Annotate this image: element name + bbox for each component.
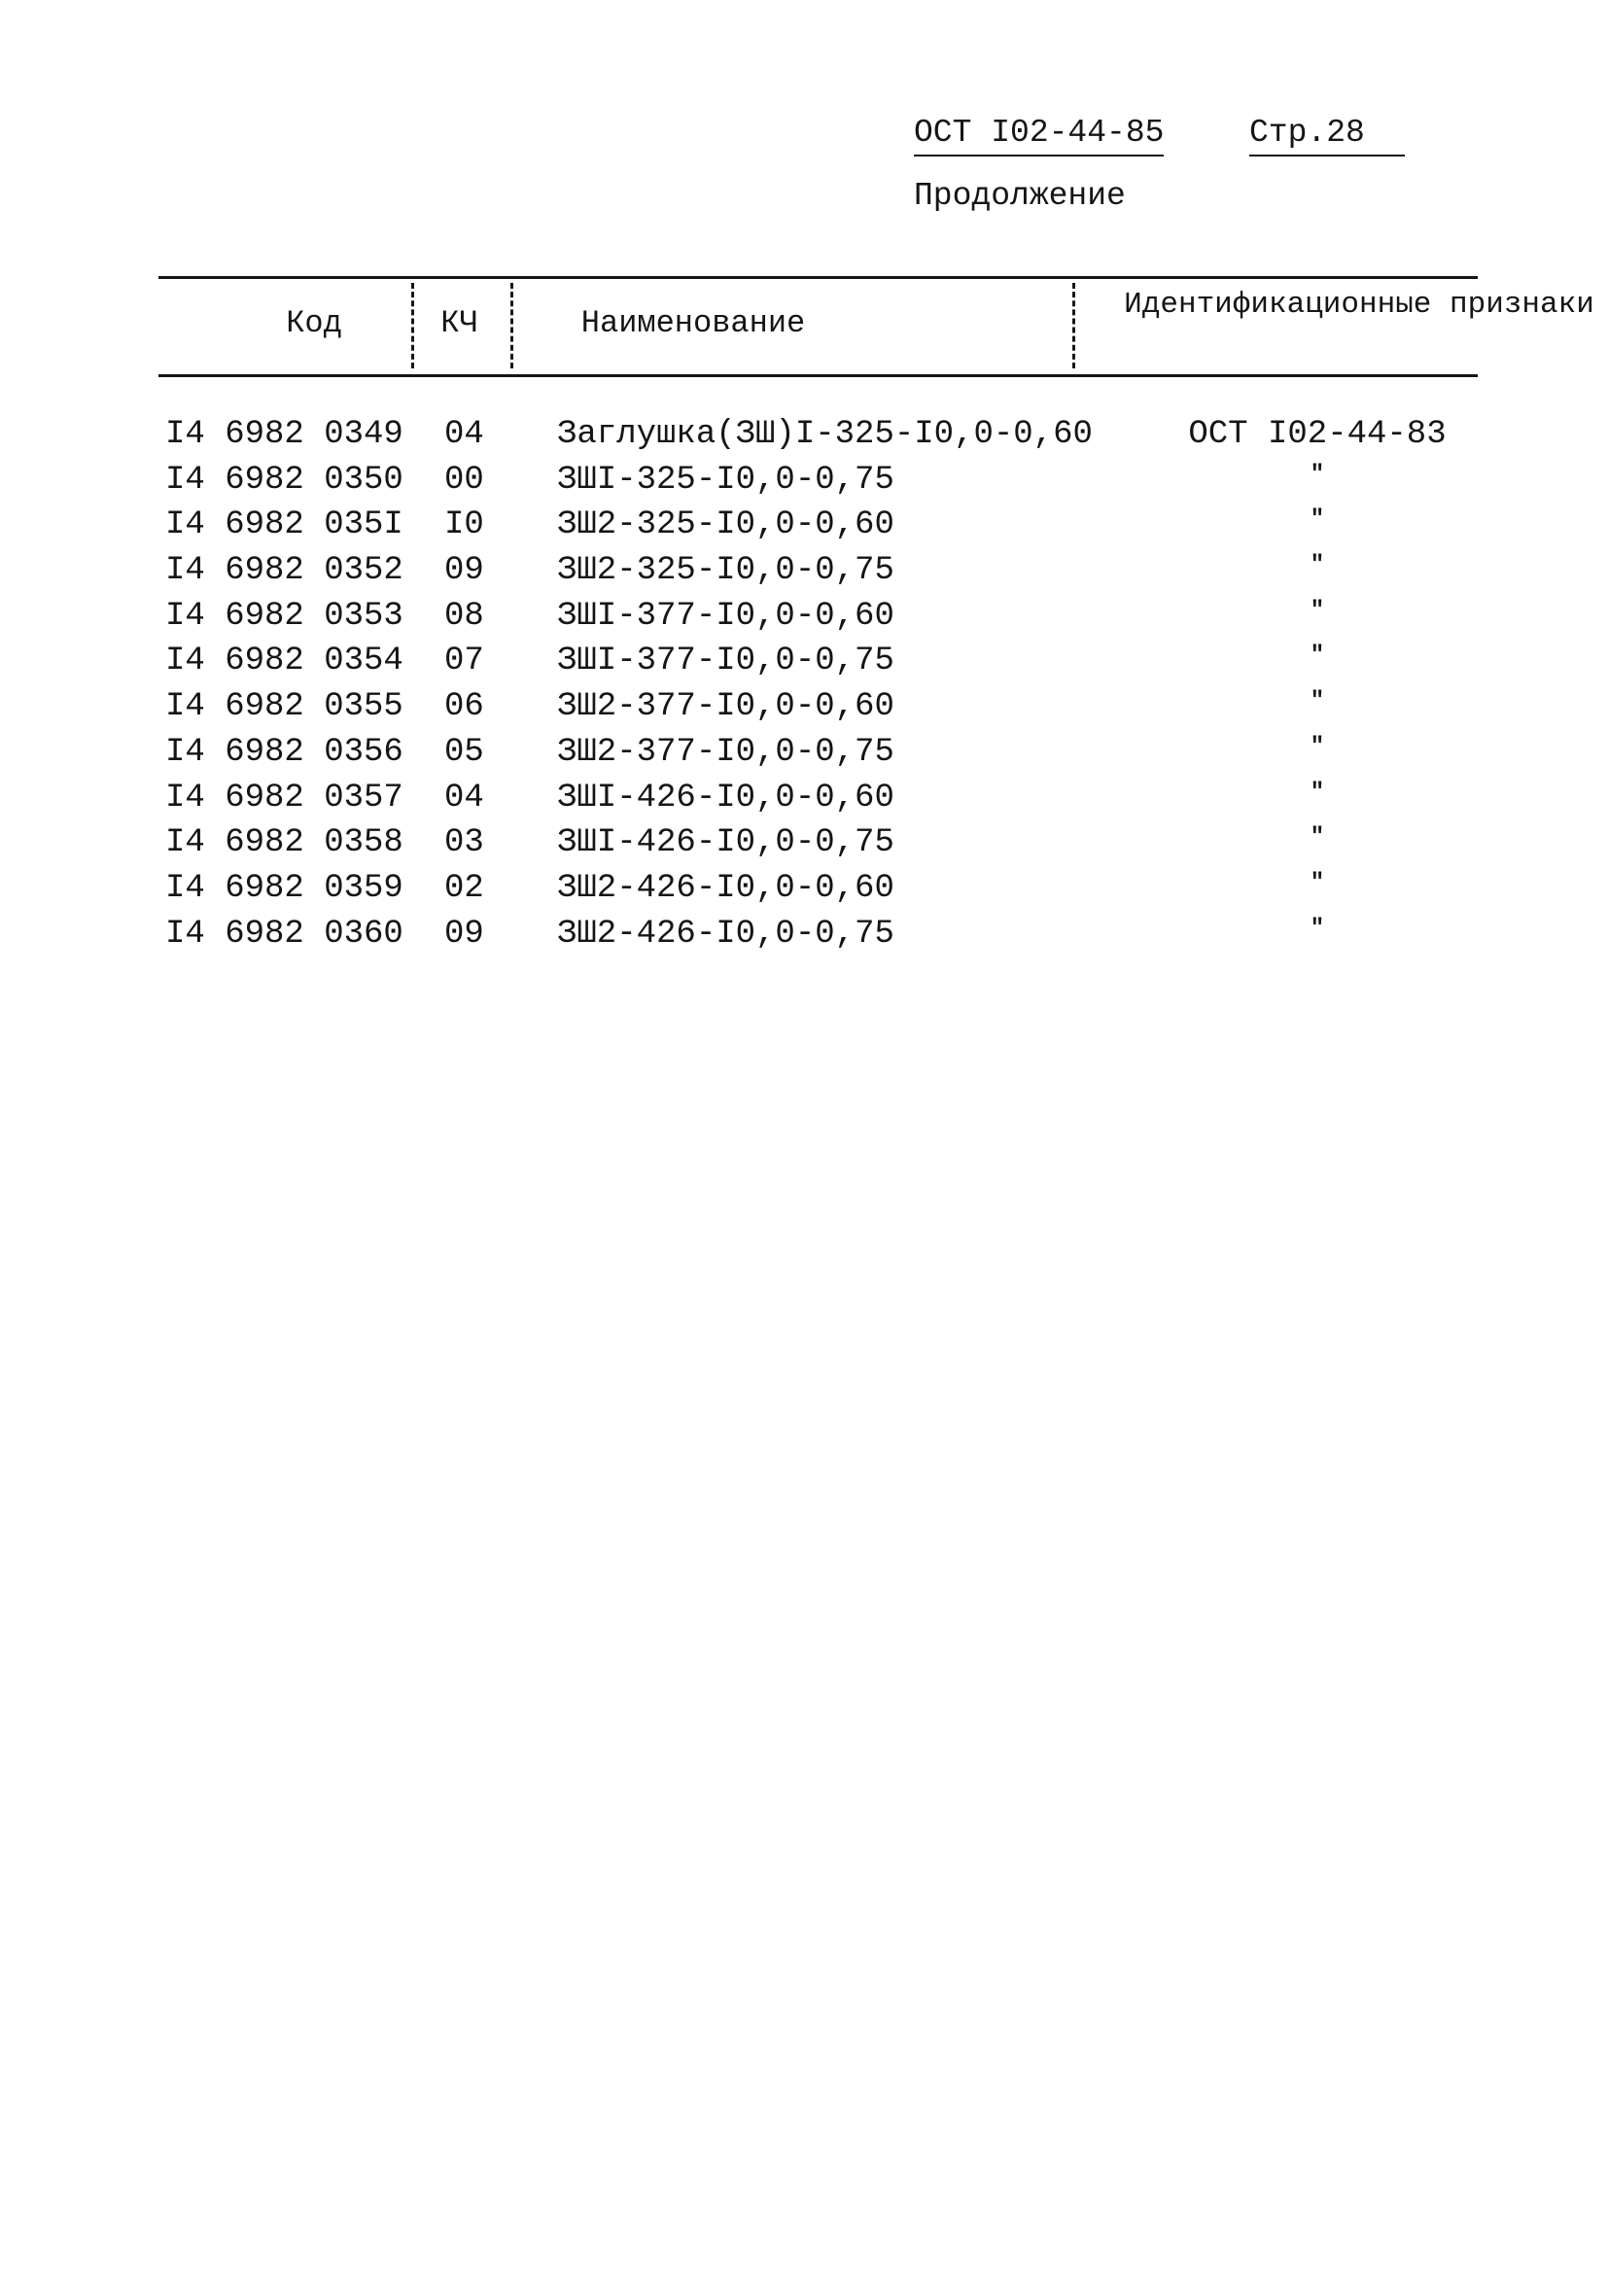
cell-code: I4 6982 0357 bbox=[165, 779, 403, 817]
cell-ident: ОСТ I02-44-83 bbox=[1188, 416, 1447, 453]
cell-kch: 09 bbox=[444, 552, 484, 590]
cell-name: ЗШI-426-I0,0-0,60 bbox=[557, 779, 894, 817]
cell-name: Заглушка(ЗШ)I-325-I0,0-0,60 bbox=[557, 416, 1093, 453]
cell-kch: 03 bbox=[444, 824, 484, 862]
cell-name: ЗШ2-426-I0,0-0,75 bbox=[557, 915, 894, 953]
standard-code: ОСТ I02-44-85 bbox=[914, 115, 1164, 157]
cell-ident-ditto: " bbox=[1310, 824, 1325, 852]
table-header bbox=[158, 276, 1594, 377]
cell-kch: 07 bbox=[444, 643, 484, 680]
cell-name: ЗШI-426-I0,0-0,75 bbox=[557, 824, 894, 862]
cell-name: ЗШ2-377-I0,0-0,75 bbox=[557, 733, 894, 771]
cell-kch: 05 bbox=[444, 733, 484, 771]
cell-ident-ditto: " bbox=[1310, 461, 1325, 488]
cell-ident-ditto: " bbox=[1310, 869, 1325, 896]
cell-code: I4 6982 0353 bbox=[165, 597, 403, 635]
cell-ident-ditto: " bbox=[1310, 915, 1325, 942]
cell-code: I4 6982 0349 bbox=[165, 416, 403, 453]
column-header-code: Код bbox=[286, 305, 342, 341]
cell-ident-ditto: " bbox=[1310, 597, 1325, 624]
column-header-kch: КЧ bbox=[440, 305, 478, 341]
cell-ident-ditto: " bbox=[1310, 688, 1325, 715]
continuation-label: Продолжение bbox=[914, 178, 1126, 214]
cell-kch: 04 bbox=[444, 779, 484, 817]
cell-name: ЗШ2-377-I0,0-0,60 bbox=[557, 688, 894, 726]
cell-kch: 00 bbox=[444, 461, 484, 499]
cell-name: ЗШI-325-I0,0-0,75 bbox=[557, 461, 894, 499]
cell-kch: 08 bbox=[444, 597, 484, 635]
column-divider bbox=[510, 283, 513, 368]
cell-kch: 06 bbox=[444, 688, 484, 726]
cell-code: I4 6982 0350 bbox=[165, 461, 403, 499]
cell-ident-ditto: " bbox=[1310, 506, 1325, 534]
cell-ident-ditto: " bbox=[1310, 779, 1325, 806]
cell-code: I4 6982 0358 bbox=[165, 824, 403, 862]
cell-name: ЗШ2-325-I0,0-0,75 bbox=[557, 552, 894, 590]
cell-kch: I0 bbox=[444, 506, 484, 544]
cell-name: ЗШ2-426-I0,0-0,60 bbox=[557, 869, 894, 907]
column-divider bbox=[1072, 283, 1075, 368]
cell-code: I4 6982 0355 bbox=[165, 688, 403, 726]
column-header-name: Наименование bbox=[580, 305, 806, 341]
column-header-ident: Идентификационные признаки bbox=[1124, 288, 1594, 322]
cell-ident-ditto: " bbox=[1310, 733, 1325, 760]
cell-code: I4 6982 035I bbox=[165, 506, 403, 544]
cell-name: ЗШ2-325-I0,0-0,60 bbox=[557, 506, 894, 544]
cell-name: ЗШI-377-I0,0-0,60 bbox=[557, 597, 894, 635]
cell-code: I4 6982 0356 bbox=[165, 733, 403, 771]
cell-kch: 02 bbox=[444, 869, 484, 907]
cell-ident-ditto: " bbox=[1310, 552, 1325, 579]
cell-ident-ditto: " bbox=[1310, 643, 1325, 670]
page-number: Стр.28 bbox=[1249, 115, 1405, 157]
cell-kch: 09 bbox=[444, 915, 484, 953]
cell-name: ЗШI-377-I0,0-0,75 bbox=[557, 643, 894, 680]
cell-kch: 04 bbox=[444, 416, 484, 453]
cell-code: I4 6982 0360 bbox=[165, 915, 403, 953]
cell-code: I4 6982 0352 bbox=[165, 552, 403, 590]
cell-code: I4 6982 0359 bbox=[165, 869, 403, 907]
cell-code: I4 6982 0354 bbox=[165, 643, 403, 680]
